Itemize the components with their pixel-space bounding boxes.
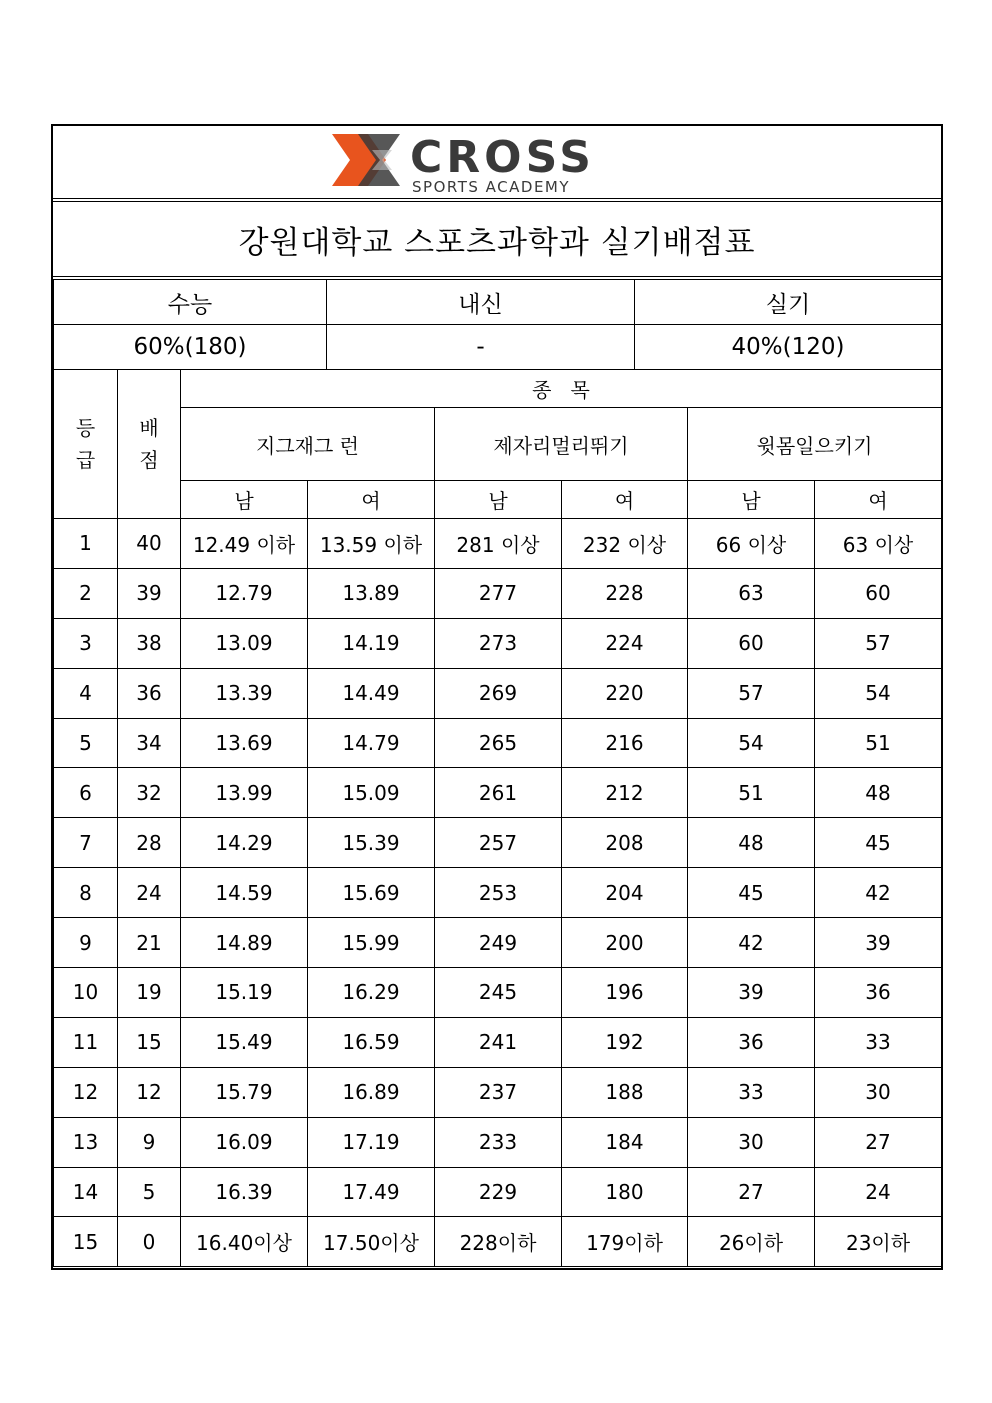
table-cell: 19 — [118, 968, 181, 1018]
table-cell: 39 — [118, 568, 181, 618]
table-cell: 228이하 — [435, 1217, 562, 1267]
table-cell: 257 — [435, 818, 562, 868]
table-cell: 241 — [435, 1017, 562, 1067]
ratio-value-silgi: 40%(120) — [635, 325, 942, 370]
gender-male: 남 — [181, 481, 308, 519]
table-cell: 216 — [562, 718, 688, 768]
table-cell: 13.69 — [181, 718, 308, 768]
table-cell: 220 — [562, 668, 688, 718]
table-cell: 24 — [815, 1167, 942, 1217]
table-cell: 15.19 — [181, 968, 308, 1018]
table-cell: 33 — [815, 1017, 942, 1067]
table-cell: 13.09 — [181, 618, 308, 668]
table-cell: 14.79 — [308, 718, 435, 768]
table-row — [54, 818, 942, 868]
event-sit-ups: 윗몸일으키기 — [688, 408, 942, 481]
table-cell: 16.29 — [308, 968, 435, 1018]
table-row — [54, 968, 942, 1018]
cross-logo — [328, 130, 628, 194]
table-cell: 5 — [54, 718, 118, 768]
ratio-value-naesin: - — [327, 325, 635, 370]
table-cell: 16.59 — [308, 1017, 435, 1067]
table-cell: 28 — [118, 818, 181, 868]
table-cell: 36 — [688, 1017, 815, 1067]
table-cell: 245 — [435, 968, 562, 1018]
table-cell: 14 — [54, 1167, 118, 1217]
score-table — [53, 369, 942, 1267]
table-cell: 21 — [118, 918, 181, 968]
ratio-header-suneung: 수능 — [54, 280, 327, 325]
table-cell: 261 — [435, 768, 562, 818]
table-cell: 13.89 — [308, 568, 435, 618]
table-cell: 184 — [562, 1117, 688, 1167]
gender-male: 남 — [435, 481, 562, 519]
table-cell: 36 — [118, 668, 181, 718]
table-row — [54, 918, 942, 968]
logo-row — [53, 126, 941, 199]
table-row — [54, 768, 942, 818]
table-cell: 13.39 — [181, 668, 308, 718]
table-row — [54, 519, 942, 569]
table-cell: 15.39 — [308, 818, 435, 868]
table-cell: 15 — [54, 1217, 118, 1267]
table-row — [54, 1217, 942, 1267]
table-cell: 16.39 — [181, 1167, 308, 1217]
table-cell: 51 — [815, 718, 942, 768]
table-cell: 196 — [562, 968, 688, 1018]
table-cell: 0 — [118, 1217, 181, 1267]
table-cell: 39 — [815, 918, 942, 968]
table-cell: 51 — [688, 768, 815, 818]
table-cell: 33 — [688, 1067, 815, 1117]
table-cell: 15.99 — [308, 918, 435, 968]
logo-subtitle: SPORTS ACADEMY — [412, 178, 571, 194]
ratio-header-silgi: 실기 — [635, 280, 942, 325]
table-row — [54, 618, 942, 668]
table-cell: 281 이상 — [435, 519, 562, 569]
table-cell: 14.29 — [181, 818, 308, 868]
table-cell: 32 — [118, 768, 181, 818]
table-cell: 8 — [54, 868, 118, 918]
table-cell: 23이하 — [815, 1217, 942, 1267]
table-cell: 57 — [815, 618, 942, 668]
table-cell: 66 이상 — [688, 519, 815, 569]
table-cell: 42 — [815, 868, 942, 918]
table-cell: 2 — [54, 568, 118, 618]
table-cell: 179이하 — [562, 1217, 688, 1267]
table-cell: 16.40이상 — [181, 1217, 308, 1267]
events-header: 종 목 — [181, 370, 942, 408]
table-cell: 14.59 — [181, 868, 308, 918]
score-rows — [54, 519, 942, 1267]
table-cell: 17.19 — [308, 1117, 435, 1167]
table-cell: 16.09 — [181, 1117, 308, 1167]
table-cell: 54 — [688, 718, 815, 768]
table-cell: 188 — [562, 1067, 688, 1117]
ratio-table — [53, 279, 942, 370]
table-cell: 7 — [54, 818, 118, 868]
table-cell: 15.49 — [181, 1017, 308, 1067]
table-row — [54, 1017, 942, 1067]
table-cell: 16.89 — [308, 1067, 435, 1117]
table-cell: 12 — [54, 1067, 118, 1117]
table-cell: 12.49 이하 — [181, 519, 308, 569]
table-cell: 273 — [435, 618, 562, 668]
table-cell: 45 — [688, 868, 815, 918]
table-cell: 12 — [118, 1067, 181, 1117]
table-cell: 277 — [435, 568, 562, 618]
table-cell: 14.19 — [308, 618, 435, 668]
grade-header: 등 급 — [54, 370, 118, 519]
table-cell: 208 — [562, 818, 688, 868]
table-cell: 63 — [688, 568, 815, 618]
table-cell: 13 — [54, 1117, 118, 1167]
table-cell: 45 — [815, 818, 942, 868]
table-cell: 42 — [688, 918, 815, 968]
table-cell: 180 — [562, 1167, 688, 1217]
table-cell: 27 — [815, 1117, 942, 1167]
table-cell: 30 — [688, 1117, 815, 1167]
table-cell: 9 — [118, 1117, 181, 1167]
table-cell: 60 — [815, 568, 942, 618]
table-cell: 48 — [815, 768, 942, 818]
table-cell: 11 — [54, 1017, 118, 1067]
table-cell: 13.59 이하 — [308, 519, 435, 569]
table-cell: 1 — [54, 519, 118, 569]
score-header: 배 점 — [118, 370, 181, 519]
table-cell: 15.09 — [308, 768, 435, 818]
table-cell: 15.79 — [181, 1067, 308, 1117]
table-cell: 9 — [54, 918, 118, 968]
document-frame — [51, 124, 943, 1270]
table-row — [54, 1067, 942, 1117]
table-cell: 60 — [688, 618, 815, 668]
table-row — [54, 1117, 942, 1167]
table-cell: 249 — [435, 918, 562, 968]
gender-male: 남 — [688, 481, 815, 519]
event-zigzag-run: 지그재그 런 — [181, 408, 435, 481]
table-cell: 14.49 — [308, 668, 435, 718]
table-cell: 265 — [435, 718, 562, 768]
table-cell: 38 — [118, 618, 181, 668]
table-cell: 15 — [118, 1017, 181, 1067]
table-cell: 48 — [688, 818, 815, 868]
gender-female: 여 — [562, 481, 688, 519]
event-standing-long-jump: 제자리멀리뛰기 — [435, 408, 688, 481]
table-cell: 212 — [562, 768, 688, 818]
table-cell: 253 — [435, 868, 562, 918]
table-cell: 17.50이상 — [308, 1217, 435, 1267]
table-cell: 26이하 — [688, 1217, 815, 1267]
table-cell: 192 — [562, 1017, 688, 1067]
table-cell: 200 — [562, 918, 688, 968]
page-title: 강원대학교 스포츠과학과 실기배점표 — [53, 201, 941, 277]
table-cell: 12.79 — [181, 568, 308, 618]
table-row — [54, 668, 942, 718]
table-cell: 10 — [54, 968, 118, 1018]
table-cell: 27 — [688, 1167, 815, 1217]
table-cell: 13.99 — [181, 768, 308, 818]
table-cell: 63 이상 — [815, 519, 942, 569]
table-cell: 6 — [54, 768, 118, 818]
ratio-header-naesin: 내신 — [327, 280, 635, 325]
table-row — [54, 718, 942, 768]
table-cell: 228 — [562, 568, 688, 618]
table-cell: 233 — [435, 1117, 562, 1167]
table-cell: 39 — [688, 968, 815, 1018]
table-cell: 3 — [54, 618, 118, 668]
table-cell: 36 — [815, 968, 942, 1018]
table-cell: 224 — [562, 618, 688, 668]
table-cell: 5 — [118, 1167, 181, 1217]
table-cell: 57 — [688, 668, 815, 718]
table-cell: 40 — [118, 519, 181, 569]
table-cell: 54 — [815, 668, 942, 718]
table-cell: 14.89 — [181, 918, 308, 968]
gender-female: 여 — [815, 481, 942, 519]
table-row — [54, 568, 942, 618]
table-cell: 34 — [118, 718, 181, 768]
table-cell: 24 — [118, 868, 181, 918]
gender-female: 여 — [308, 481, 435, 519]
table-cell: 204 — [562, 868, 688, 918]
table-cell: 232 이상 — [562, 519, 688, 569]
table-row — [54, 868, 942, 918]
table-row — [54, 1167, 942, 1217]
logo-brand: CROSS — [410, 132, 595, 183]
table-cell: 17.49 — [308, 1167, 435, 1217]
ratio-value-suneung: 60%(180) — [54, 325, 327, 370]
table-cell: 269 — [435, 668, 562, 718]
table-cell: 30 — [815, 1067, 942, 1117]
table-cell: 237 — [435, 1067, 562, 1117]
table-cell: 4 — [54, 668, 118, 718]
table-cell: 229 — [435, 1167, 562, 1217]
table-cell: 15.69 — [308, 868, 435, 918]
